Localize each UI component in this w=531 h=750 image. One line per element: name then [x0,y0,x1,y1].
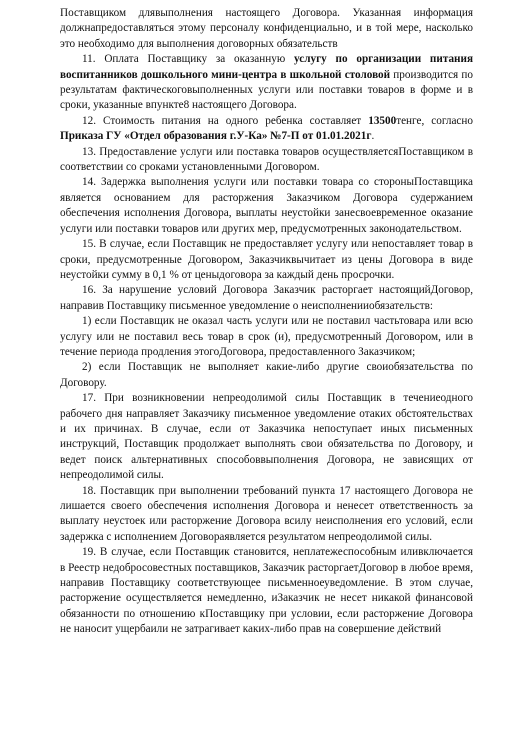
paragraph-p14 [60,175,473,237]
paragraph-p13 [60,145,473,176]
text-run: 17. При возникновении непреодолимой силы Поставщик в течениеодного рабочего дня направляет Заказчику письменное уведомление отаких обстоятельствах и их причинах. В случае, если от Заказчика непоступает иных письменных инструкций, Поставщик продолжает выполнять свои обязательства по Договору, и ведет поиск альтернативных способоввыполнения Договора, не зависящих от непреодолимой силы. [60,392,473,482]
document-body [60,6,473,638]
bold-text: Приказа ГУ «Отдел образования г.У-Ка» №7-П от 01.01.2021г [60,130,372,143]
text-run: 2) если Поставщик не выполняет какие-либо другие своиобязательства по Договору. [60,361,473,389]
paragraph-p11 [60,52,473,114]
paragraph-p16 [60,283,473,314]
paragraph-p16_1 [60,314,473,360]
paragraph-p0 [60,6,473,52]
paragraph-p17 [60,391,473,483]
paragraph-p18 [60,484,473,546]
text-run: Поставщиком длявыполнения настоящего Договора. Указанная информация должнапредоставляться этому персоналу конфиденциально, и в той мере, насколько это необходимо для выполнения договорных обязательств [60,7,473,50]
paragraph-p15 [60,237,473,283]
paragraph-p19 [60,545,473,637]
paragraph-p16_2 [60,360,473,391]
text-run: 1) если Поставщик не оказал часть услуги или не поставил частьтовара или всю услугу или не поставил весь товар в срок (и), предусмотренный Договором, или в течение периода продления этогоДоговора, предоставленного Заказчиком; [60,315,473,358]
paragraph-p12 [60,114,473,145]
text-run: 18. Поставщик при выполнении требований пункта 17 настоящего Договора не лишается своего обеспечения исполнения Договора и ненесет ответственность за выплату неустоек или расторжение Договора всилу неисполнения его условий, если задержка с исполнением Договораявляется результатом непреодолимой силы. [60,484,473,543]
text-run: 14. Задержка выполнения услуги или поставки товара со стороныПоставщика является основанием для расторжения Заказчиком Договора судержанием обеспечения исполнения Договора, выплаты неустойки занесвоевременное оказание услуги или поставки товаров или других мер, предусмотренных законодательством. [60,176,473,235]
text-run: 11. Оплата Поставщику за оказанную [82,53,294,66]
bold-text: 13500 [368,114,397,127]
bold-text: услугу по организации питания воспитанников дошкольного мини-центра в школьной столовой [60,53,473,81]
text-run: 13. Предоставление услуги или поставка товаров осуществляетсяПоставщиком в соответствии со сроками установленными Договором. [60,145,473,174]
text-run: 15. В случае, если Поставщик не предоставляет услугу или непоставляет товар в сроки, предусмотренные Договором, Заказчиквычитает из цены Договора в виде неустойки сумму в 0,1 % от ценыдоговора за каждый день просрочки. [60,238,473,281]
text-run: 12. Стоимость питания на одного ребенка составляет [82,114,369,127]
text-run: производится по результатам фактическоговыполненных услуги или поставки товаров в форме и в сроки, указанные впункте8 настоящего Договора. [60,68,473,112]
text-run: 16. За нарушение условий Договора Заказчик расторгает настоящийДоговор, направив Поставщику письменное уведомление о неисполненииобязательств: [60,284,473,312]
text-run: 19. В случае, если Поставщик становится, неплатежеспособным иливключается в Реестр недобросовестных поставщиков, Заказчик расторгаетДоговор в любое время, направив Поставщику соответствующее письменноеуведомление. В этом случае, расторжение осуществляется немедленно, иЗаказчик не несет никакой финансовой обязанности по отношению кПоставщику при условии, если расторжение Договора не наносит ущербаили не затрагивает каких-либо прав на совершение действий [60,546,473,636]
text-run: . [371,130,375,143]
text-run: тенге, согласно [396,114,473,127]
